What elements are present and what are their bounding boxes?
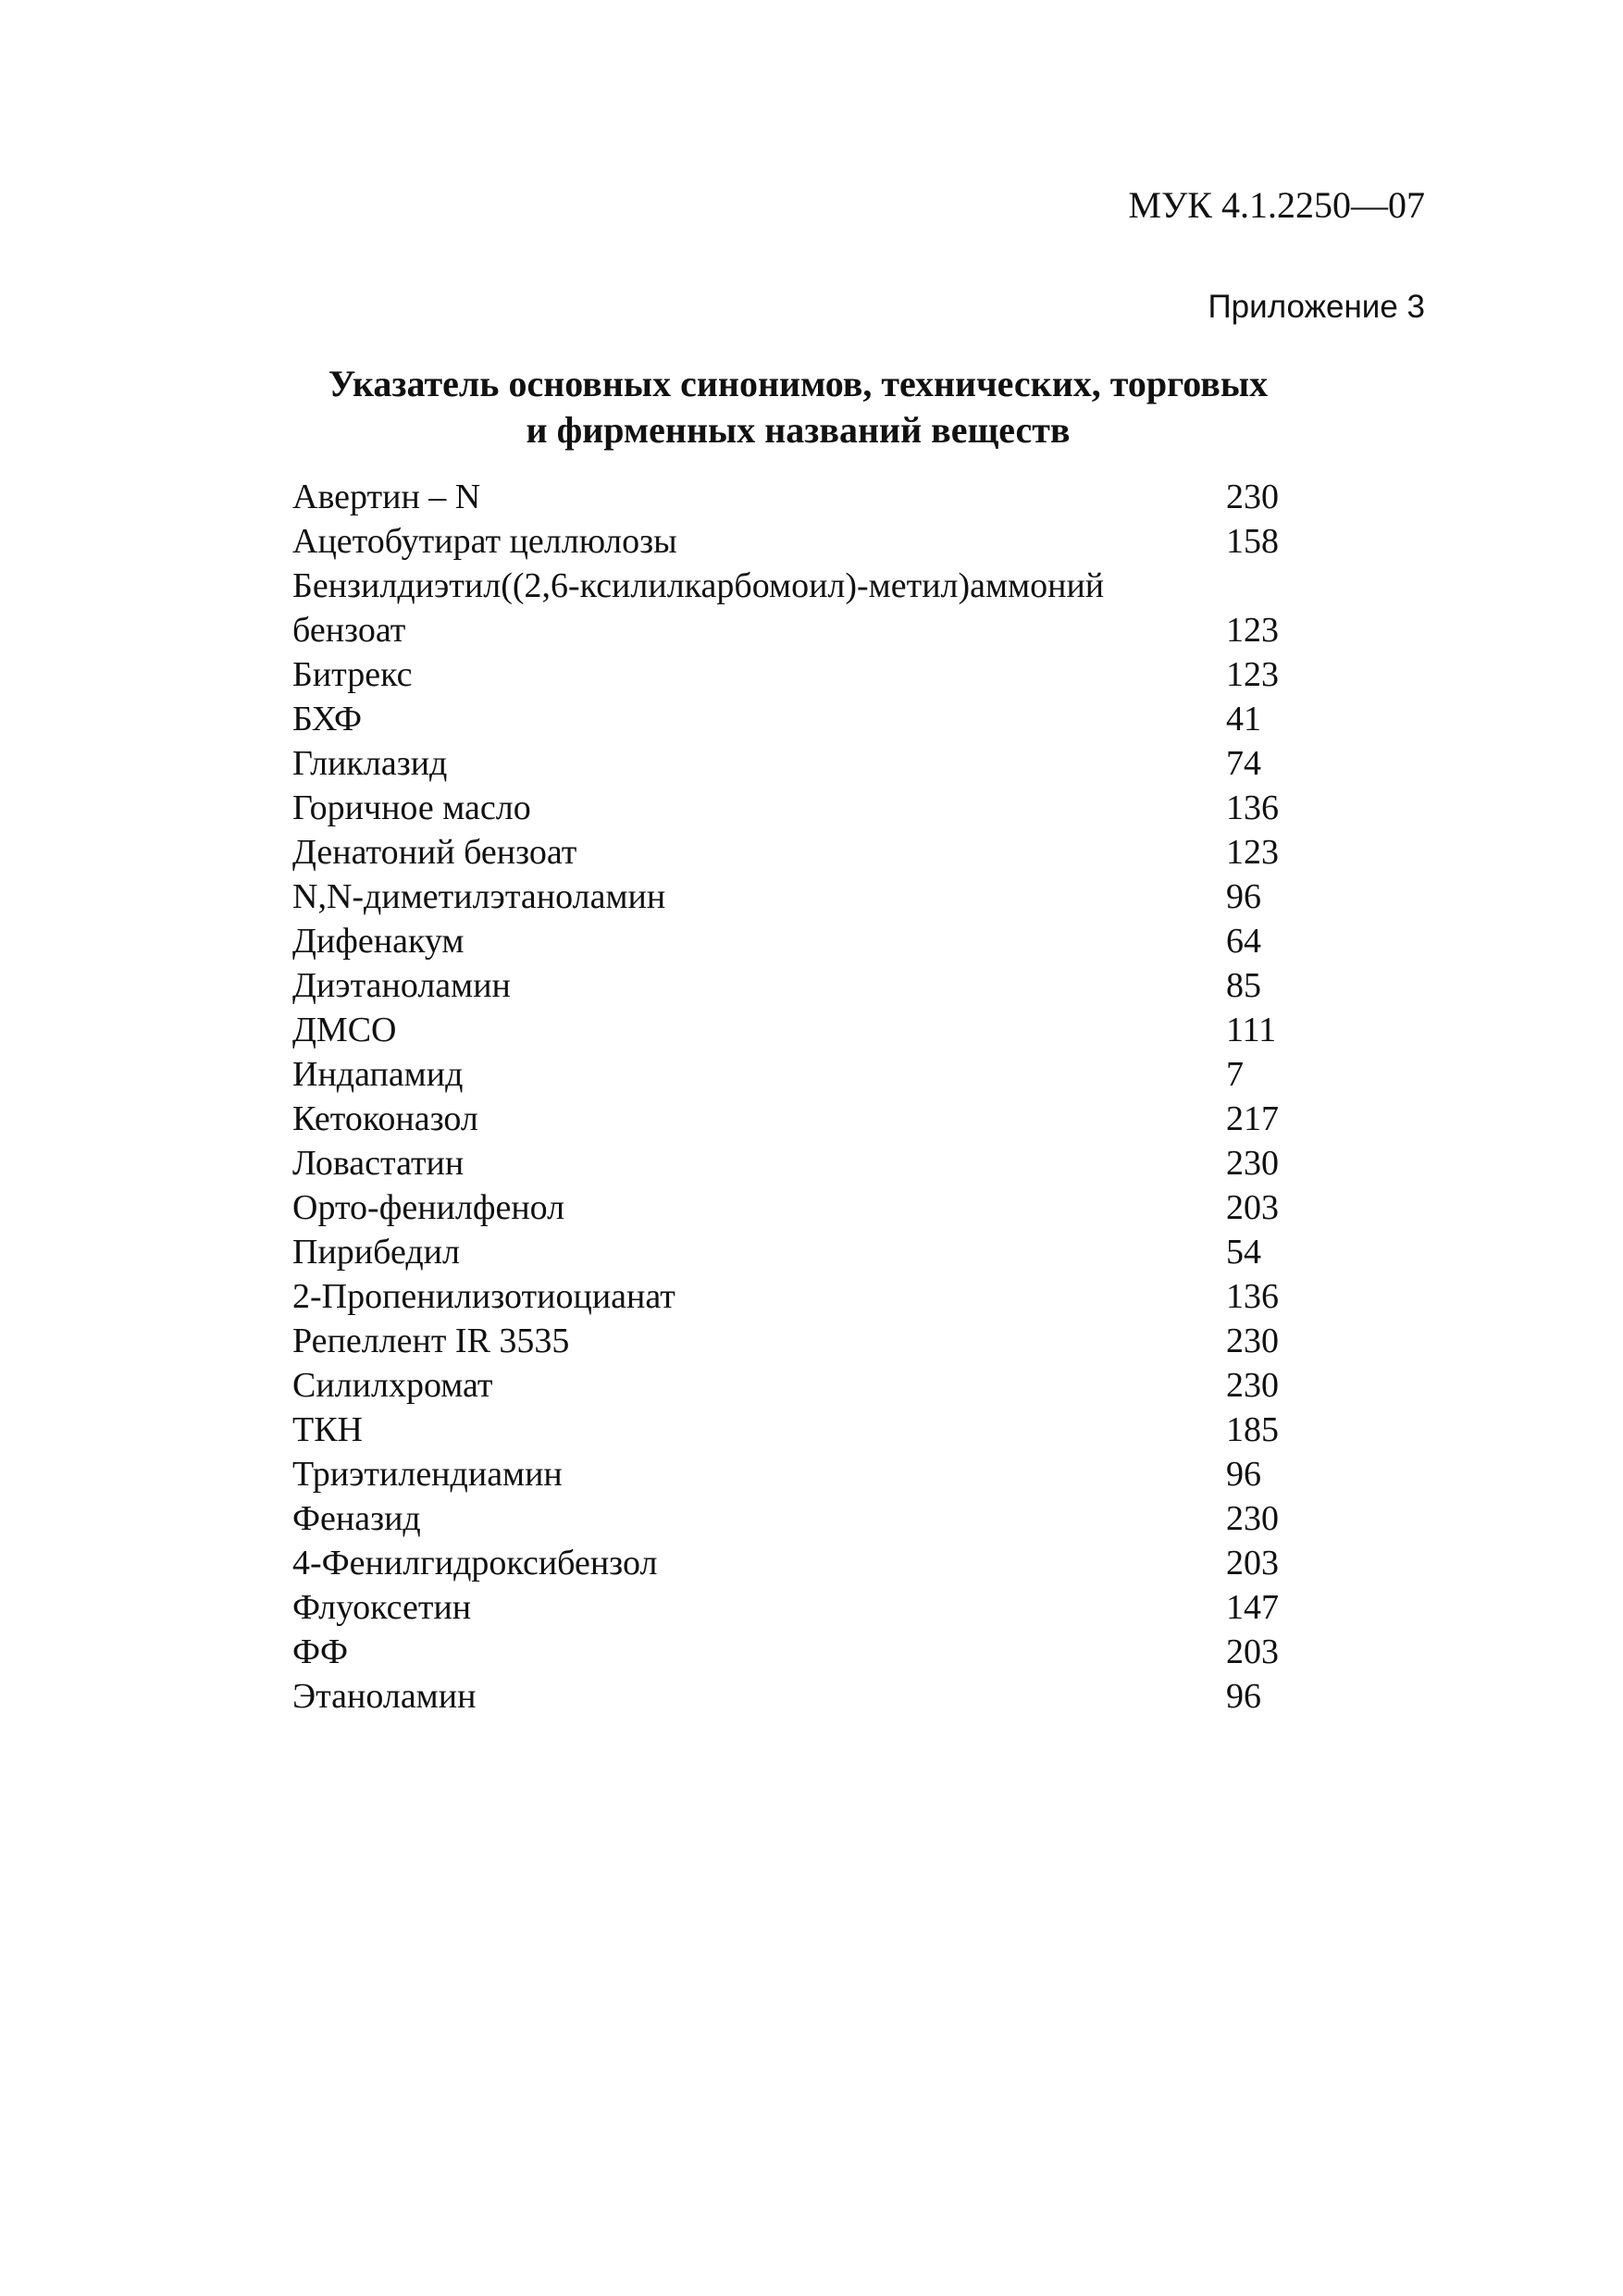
entry-name: Дифенакум bbox=[292, 922, 465, 961]
entry-page-number: 203 bbox=[1226, 1632, 1279, 1671]
index-entry bbox=[292, 1541, 1310, 1585]
entry-page-number: 158 bbox=[1226, 522, 1279, 561]
index-entry bbox=[292, 1141, 1310, 1185]
index-entry bbox=[292, 1052, 1310, 1097]
index-entry bbox=[292, 1630, 1310, 1674]
appendix-label: Приложение 3 bbox=[1208, 289, 1425, 325]
entry-page-number: 7 bbox=[1226, 1055, 1244, 1094]
entry-name: Денатоний бензоат bbox=[292, 833, 577, 872]
index-entry bbox=[292, 786, 1310, 830]
entry-name: Флуоксетин bbox=[292, 1588, 472, 1627]
entry-name: Бензилдиэтил((2,6-ксилилкарбомоил)-метил)аммоний бензоат bbox=[292, 566, 1105, 650]
index-entry bbox=[292, 1674, 1310, 1719]
entry-name: Ацетобутират целлюлозы bbox=[292, 522, 677, 561]
entry-name: ДМСО bbox=[292, 1011, 397, 1049]
index-entry bbox=[292, 741, 1310, 786]
entry-name: Феназид bbox=[292, 1499, 421, 1538]
entry-name: Триэтилендиамин bbox=[292, 1455, 563, 1494]
index-entry bbox=[292, 875, 1310, 919]
entry-name: Индапамид bbox=[292, 1055, 464, 1094]
index-entry bbox=[292, 1363, 1310, 1408]
entry-name: Пирибедил bbox=[292, 1233, 460, 1272]
entry-page-number: 185 bbox=[1226, 1410, 1279, 1449]
entry-page-number: 230 bbox=[1226, 1366, 1279, 1405]
index-entry bbox=[292, 697, 1310, 741]
entry-name: Силилхромат bbox=[292, 1366, 493, 1405]
entry-name: Горичное масло bbox=[292, 788, 531, 827]
page-title-line-2: и фирменных названий веществ bbox=[526, 409, 1071, 451]
entry-page-number: 147 bbox=[1226, 1588, 1279, 1627]
index-entry bbox=[292, 564, 1310, 652]
substance-index-list bbox=[292, 475, 1310, 1719]
entry-name: Диэтаноламин bbox=[292, 966, 511, 1005]
entry-page-number: 217 bbox=[1226, 1099, 1279, 1138]
entry-name: Репеллент IR 3535 bbox=[292, 1322, 570, 1360]
entry-page-number: 64 bbox=[1226, 922, 1261, 961]
page-title bbox=[268, 361, 1328, 453]
index-entry bbox=[292, 1452, 1310, 1496]
entry-page-number: 96 bbox=[1226, 877, 1261, 916]
entry-page-number: 203 bbox=[1226, 1188, 1279, 1227]
index-entry bbox=[292, 963, 1310, 1008]
entry-page-number: 54 bbox=[1226, 1233, 1261, 1272]
entry-page-number: 41 bbox=[1226, 700, 1261, 738]
index-entry bbox=[292, 1585, 1310, 1630]
entry-name: Авертин – N bbox=[292, 478, 481, 516]
entry-page-number: 230 bbox=[1226, 1322, 1279, 1360]
entry-name: Орто-фенилфенол bbox=[292, 1188, 565, 1227]
entry-name: 2-Пропенилизотиоцианат bbox=[292, 1277, 675, 1316]
entry-page-number: 96 bbox=[1226, 1677, 1261, 1716]
entry-page-number: 111 bbox=[1226, 1011, 1277, 1049]
entry-name: Битрекс bbox=[292, 655, 413, 694]
entry-name: ТКН bbox=[292, 1410, 363, 1449]
entry-name: ФФ bbox=[292, 1632, 349, 1671]
page-title-line-1: Указатель основных синонимов, технических, торговых bbox=[328, 363, 1269, 404]
entry-page-number: 85 bbox=[1226, 966, 1261, 1005]
entry-name: Этаноламин bbox=[292, 1677, 477, 1716]
entry-page-number: 230 bbox=[1226, 1499, 1279, 1538]
index-entry bbox=[292, 1408, 1310, 1452]
index-entry bbox=[292, 1097, 1310, 1141]
entry-name: N,N-диметилэтаноламин bbox=[292, 877, 666, 916]
index-entry bbox=[292, 1185, 1310, 1230]
entry-page-number: 123 bbox=[1226, 833, 1279, 872]
entry-name: Кетоконазол bbox=[292, 1099, 478, 1138]
entry-page-number: 74 bbox=[1226, 744, 1261, 783]
index-entry bbox=[292, 1274, 1310, 1319]
document-code: МУК 4.1.2250—07 bbox=[1128, 184, 1425, 226]
entry-page-number: 230 bbox=[1226, 478, 1279, 516]
index-entry bbox=[292, 1319, 1310, 1363]
index-entry bbox=[292, 830, 1310, 875]
index-entry bbox=[292, 519, 1310, 564]
entry-page-number: 136 bbox=[1226, 1277, 1279, 1316]
index-entry bbox=[292, 1008, 1310, 1052]
index-entry bbox=[292, 475, 1310, 519]
entry-page-number: 123 bbox=[1226, 611, 1279, 650]
index-entry bbox=[292, 652, 1310, 697]
entry-name: 4-Фенилгидроксибензол bbox=[292, 1544, 658, 1582]
entry-page-number: 123 bbox=[1226, 655, 1279, 694]
entry-name: Ловастатин bbox=[292, 1144, 465, 1183]
entry-name: Гликлазид bbox=[292, 744, 448, 783]
entry-page-number: 136 bbox=[1226, 788, 1279, 827]
index-entry bbox=[292, 1496, 1310, 1541]
entry-page-number: 203 bbox=[1226, 1544, 1279, 1582]
entry-page-number: 230 bbox=[1226, 1144, 1279, 1183]
index-entry bbox=[292, 919, 1310, 963]
entry-page-number: 96 bbox=[1226, 1455, 1261, 1494]
entry-name: БХФ bbox=[292, 700, 362, 738]
index-entry bbox=[292, 1230, 1310, 1274]
